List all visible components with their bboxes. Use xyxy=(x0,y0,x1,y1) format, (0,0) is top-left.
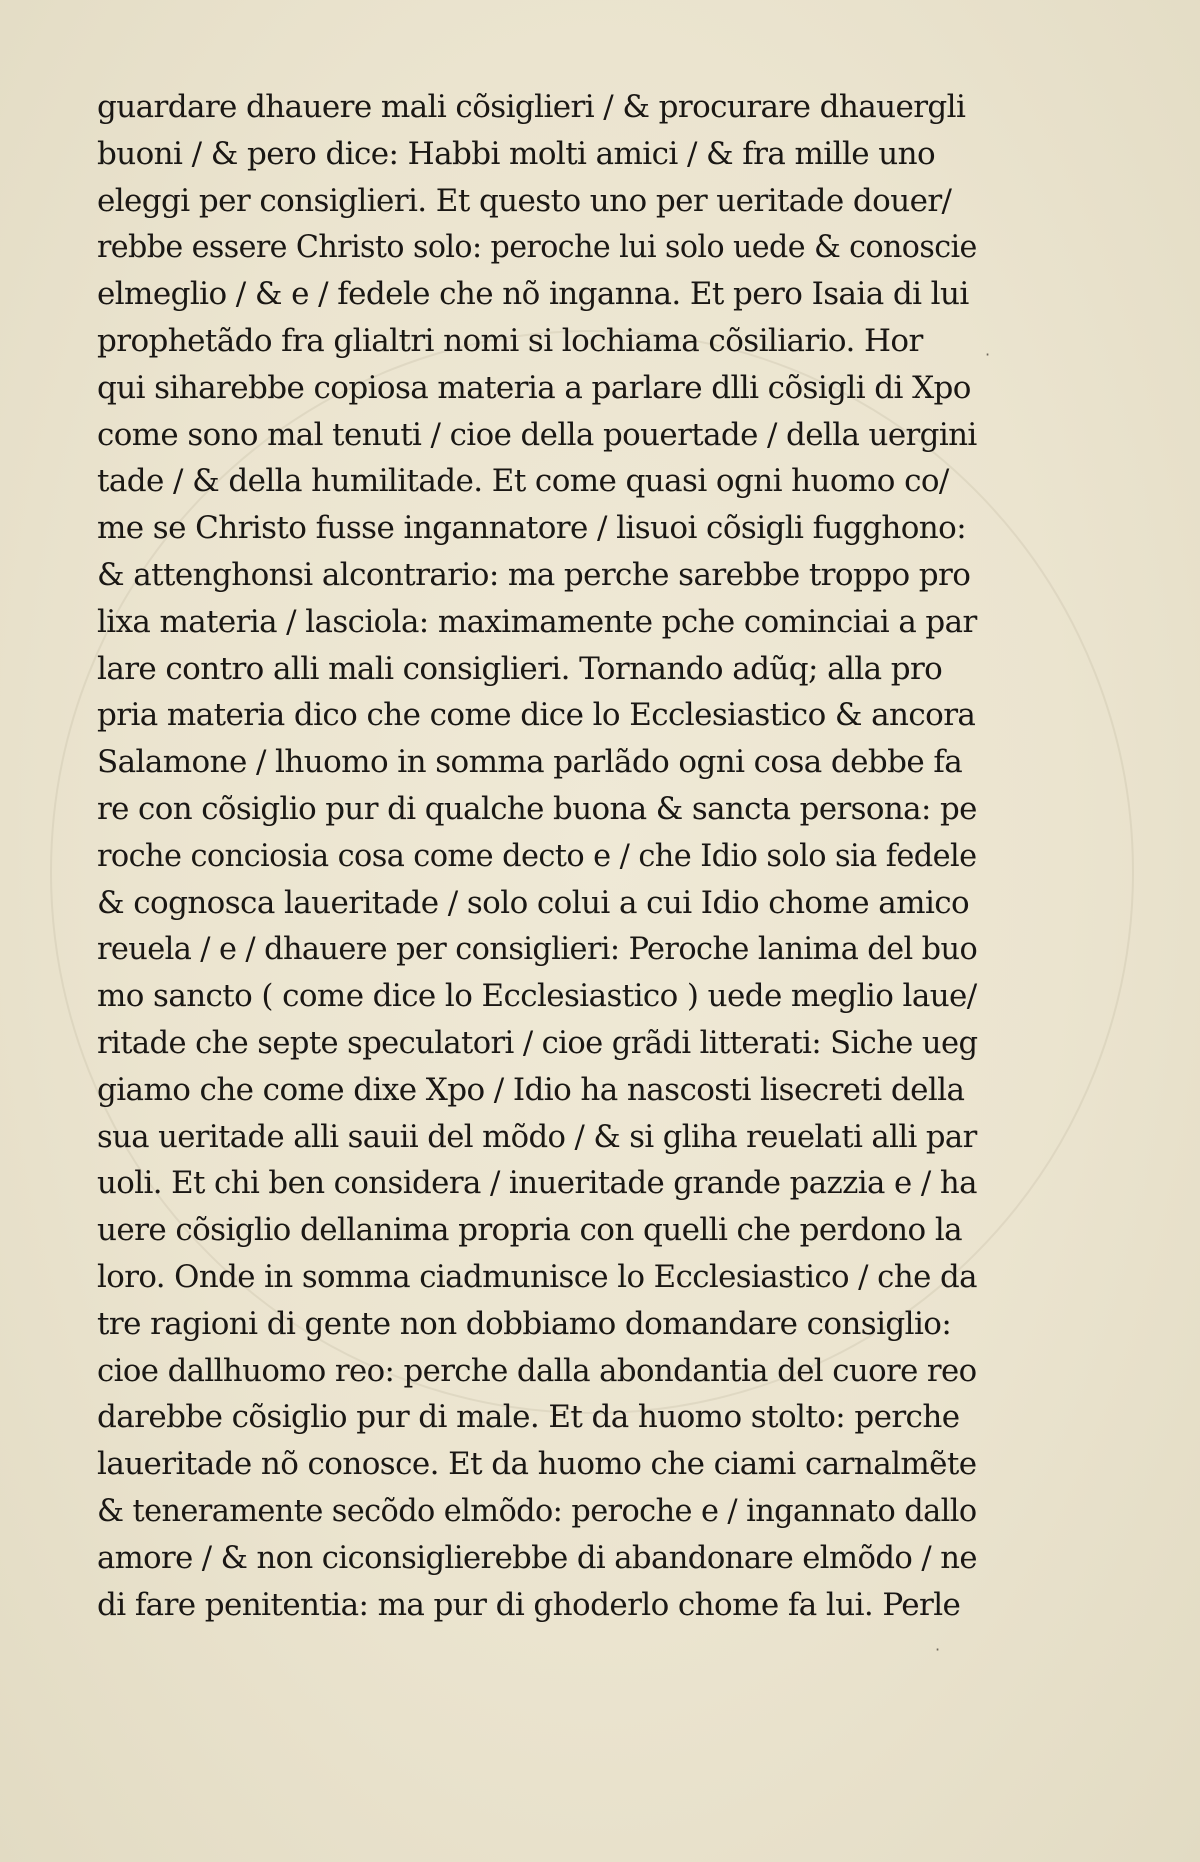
text-line-10: me se Christo fusse ingannatore / lisuoi cõsigli fugghono: xyxy=(97,510,967,547)
text-line-33: di fare penitentia: ma pur di ghoderlo chome fa lui. Perle xyxy=(97,1586,961,1623)
text-line-9: tade / & della humilitade. Et come quasi ogni huomo co/ xyxy=(97,463,949,500)
text-line-17: roche conciosia cosa come decto e / che Idio solo sia fedele xyxy=(97,837,977,874)
text-line-25: uere cõsiglio dellanima propria con quelli che perdono la xyxy=(97,1212,963,1249)
text-line-5: elmeglio / & e / fedele che nõ inganna. Et pero Isaia di lui xyxy=(97,276,969,313)
text-line-27: tre ragioni di gente non dobbiamo domandare consiglio: xyxy=(97,1305,952,1342)
text-line-15: Salamone / lhuomo in somma parlãdo ogni cosa debbe fa xyxy=(97,744,963,781)
text-line-29: darebbe cõsiglio pur di male. Et da huomo stolto: perche xyxy=(97,1399,960,1436)
text-line-20: mo sancto ( come dice lo Ecclesiastico ) uede meglio laue/ xyxy=(97,978,977,1015)
text-line-22: giamo che come dixe Xpo / Idio ha nascosti lisecreti della xyxy=(97,1071,965,1108)
text-line-4: rebbe essere Christo solo: peroche lui solo uede & conoscie xyxy=(97,229,977,266)
text-line-21: ritade che septe speculatori / cioe grãdi litterati: Siche ueg xyxy=(97,1024,978,1061)
text-line-30: laueritade nõ conosce. Et da huomo che ciami carnalmẽte xyxy=(97,1446,977,1483)
text-line-8: come sono mal tenuti / cioe della pouertade / della uergini xyxy=(97,416,977,453)
text-line-14: pria materia dico che come dice lo Ecclesiastico & ancora xyxy=(97,697,976,734)
text-line-6: prophetãdo fra glialtri nomi si lochiama cõsiliario. Hor xyxy=(97,322,923,359)
text-line-23: sua ueritade alli sauii del mõdo / & si gliha reuelati alli par xyxy=(97,1118,977,1155)
text-line-31: & teneramente secõdo elmõdo: peroche e / ingannato dallo xyxy=(97,1492,977,1529)
text-line-13: lare contro alli mali consiglieri. Tornando adũq; alla pro xyxy=(97,650,943,687)
margin-dot-mark: · xyxy=(985,345,991,364)
text-line-3: eleggi per consiglieri. Et questo uno per ueritade douer/ xyxy=(97,182,952,219)
text-line-19: reuela / e / dhauere per consiglieri: Peroche lanima del buo xyxy=(97,931,978,968)
page-text xyxy=(97,84,977,1628)
text-line-16: re con cõsiglio pur di qualche buona & sancta persona: pe xyxy=(97,790,977,827)
margin-dot-mark-bottom: · xyxy=(935,1640,941,1659)
text-line-28: cioe dallhuomo reo: perche dalla abondantia del cuore reo xyxy=(97,1352,977,1389)
text-line-32: amore / & non ciconsiglierebbe di abandonare elmõdo / ne xyxy=(97,1539,977,1576)
text-line-7: qui siharebbe copiosa materia a parlare dlli cõsigli di Xpo xyxy=(97,369,971,406)
text-line-1: guardare dhauere mali cõsiglieri / & procurare dhauergli xyxy=(97,89,966,125)
text-line-24: uoli. Et chi ben considera / inueritade grande pazzia e / ha xyxy=(97,1165,977,1202)
text-line-18: & cognosca laueritade / solo colui a cui Idio chome amico xyxy=(97,884,970,921)
text-line-2: buoni / & pero dice: Habbi molti amici / & fra mille uno xyxy=(97,135,936,172)
text-line-26: loro. Onde in somma ciadmunisce lo Ecclesiastico / che da xyxy=(97,1258,977,1295)
text-line-12: lixa materia / lasciola: maximamente pche cominciai a par xyxy=(97,603,977,640)
text-line-11: & attenghonsi alcontrario: ma perche sarebbe troppo pro xyxy=(97,556,971,593)
